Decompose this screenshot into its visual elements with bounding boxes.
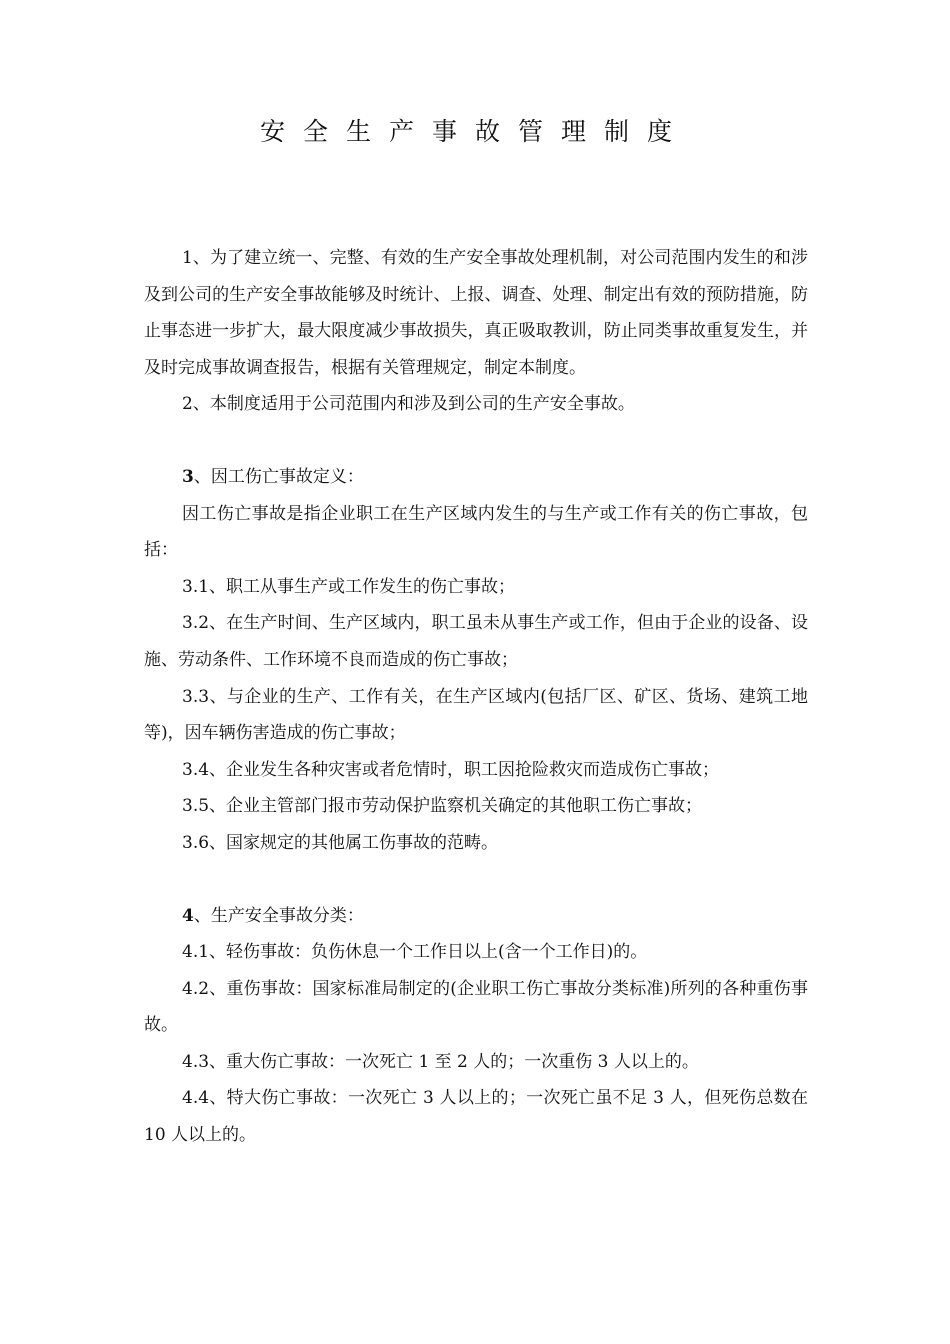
section-3-item: 3.6、国家规定的其他属工伤事故的范畴。 bbox=[182, 832, 499, 853]
document-title: 安全生产事故管理制度 bbox=[259, 117, 690, 146]
section-3-heading-text: 、因工伤亡事故定义： bbox=[193, 466, 364, 487]
paragraph-1: 1、为了建立统一、完整、有效的生产安全事故处理机制，对公司范围内发生的和涉及到公司的生产安全事故能够及时统计、上报、调查、处理、制定出有效的预防措施，防止事态进一步扩大，最大限度减少事故损失，真正吸取教训，防止同类事故重复发生，并及时完成事故调查报告，根据有关管理规定，制定本制度。 bbox=[144, 248, 808, 378]
section-4-heading bbox=[144, 898, 808, 935]
section-4-number: 4 bbox=[182, 905, 194, 926]
section-3-intro: 因工伤亡事故是指企业职工在生产区域内发生的与生产或工作有关的伤亡事故，包括： bbox=[144, 503, 808, 561]
section-3-item: 3.5、企业主管部门报市劳动保护监察机关确定的其他职工伤亡事故； bbox=[182, 796, 703, 817]
section-3-item: 3.1、职工从事生产或工作发生的伤亡事故； bbox=[182, 576, 516, 597]
section-spacer bbox=[144, 423, 808, 459]
section-3-item: 3.2、在生产时间、生产区域内，职工虽未从事生产或工作，但由于企业的设备、设施、劳动条件、工作环境不良而造成的伤亡事故； bbox=[144, 613, 808, 670]
section-4-item: 4.1、轻伤事故：负伤休息一个工作日以上(含一个工作日)的。 bbox=[182, 942, 648, 963]
section-3-item: 3.3、与企业的生产、工作有关，在生产区域内(包括厂区、矿区、货场、建筑工地等)，因车辆伤害造成的伤亡事故； bbox=[144, 686, 808, 744]
section-3-item: 3.4、企业发生各种灾害或者危情时，职工因抢险救灾而造成伤亡事故； bbox=[182, 759, 720, 780]
section-4-heading-text: 、生产安全事故分类： bbox=[193, 905, 364, 926]
section-3-heading bbox=[144, 459, 808, 496]
section-3-number: 3 bbox=[182, 466, 194, 487]
section-4-item: 4.2、重伤事故：国家标准局制定的(企业职工伤亡事故分类标准)所列的各种重伤事故。 bbox=[144, 978, 808, 1036]
section-4-item: 4.4、特大伤亡事故：一次死亡 3 人以上的；一次死亡虽不足 3 人，但死伤总数在 10 人以上的。 bbox=[144, 1088, 808, 1146]
section-4-item: 4.3、重大伤亡事故：一次死亡 1 至 2 人的；一次重伤 3 人以上的。 bbox=[182, 1051, 699, 1072]
paragraph-2: 2、本制度适用于公司范围内和涉及到公司的生产安全事故。 bbox=[182, 394, 635, 415]
section-spacer bbox=[144, 862, 808, 898]
document-body bbox=[144, 240, 808, 1154]
